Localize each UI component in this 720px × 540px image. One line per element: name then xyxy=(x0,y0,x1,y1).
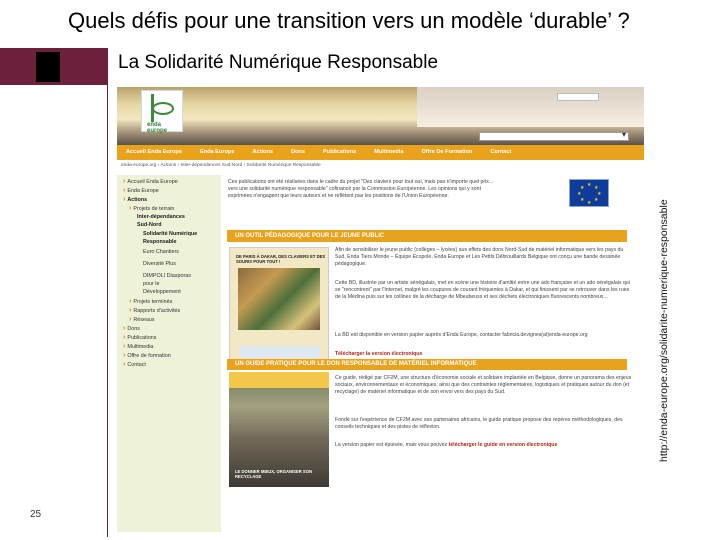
nav-item-enda-europe[interactable]: Enda Europe xyxy=(199,149,235,155)
intro-text: Ces publications ont été réalisées dans le cadre du projet "Des claviers pour tout oui, mais pas n'importe quel prix… vers une solidarité numérique responsable" cofinancé par la Commission Européenne. Les opinions qui y sont exprimées n'engagent que leurs auteurs et ne reflètent pas les positions de l'Union Européenne. xyxy=(228,179,495,200)
banner-sky xyxy=(417,87,644,127)
section2-paragraph-1: Ce guide, rédigé par CF2M, une structure d'économie sociale et solidaire implantée en Belgique, donne un panorama des enjeux sociaux, environnementaux et économiques, ainsi que des contraintes réglementaires, logistiques et pratiques autour du don (et recyclage) de matériel informatique et de son envoi vers des pays du Sud. xyxy=(335,375,632,396)
site-sidebar xyxy=(117,175,221,532)
site-select[interactable] xyxy=(479,132,629,141)
sidebar-item[interactable]: › Offre de formation xyxy=(123,352,171,359)
slide-title: Quels défis pour une transition vers un modèle ‘durable’ ? xyxy=(68,8,630,33)
sidebar-item[interactable]: › Enda Europe xyxy=(123,187,159,194)
download-comic-link[interactable]: Télécharger la version électronique xyxy=(335,351,423,357)
nav-item-accueil[interactable]: Accueil Enda Europe xyxy=(126,149,182,155)
section1-paragraph-1: Afin de sensibiliser le jeune public (collèges – lycées) aux effets des dons Nord-Sud de matériel informatique vers les pays du Sud, Enda Tiers Monde – Équipe Ecopole, Enda Europe et Les Petits Débrouillards Belgique ont conçu une bande dessinée pédagogique. xyxy=(335,247,624,268)
sidebar-item[interactable]: Diversité Plus xyxy=(143,261,176,267)
sidebar-item[interactable]: › Multimedia xyxy=(123,343,153,350)
section2-header: UN GUIDE PRATIQUE POUR LE DON RESPONSABLE DE MATÉRIEL INFORMATIQUE xyxy=(235,361,477,367)
sidebar-item[interactable]: Sud-Nord xyxy=(137,222,162,228)
section1-header: UN OUTIL PÉDAGOGIQUE POUR LE JEUNE PUBLIC xyxy=(235,233,385,239)
sidebar-item[interactable]: › Rapports d'activités xyxy=(129,307,180,314)
section1-paragraph-3: La BD est disponible en version papier auprès d'Enda Europe, contacter fabricia.devignes(at)enda-europe.org xyxy=(335,332,588,338)
guide-cover-band xyxy=(229,372,329,388)
sidebar-item[interactable]: DIMPOLI Diasporas xyxy=(143,273,191,279)
sidebar-item[interactable]: Solidarité Numérique xyxy=(143,231,198,237)
sidebar-item[interactable]: › Publications xyxy=(123,334,156,341)
section2-header-bar xyxy=(227,359,627,370)
download-guide-link[interactable]: télécharger le guide en version électronique xyxy=(448,442,558,448)
guide-cover-image[interactable] xyxy=(229,372,329,487)
header-accent-square xyxy=(36,52,60,82)
slide-divider xyxy=(107,85,108,537)
nav-item-actions[interactable]: Actions xyxy=(252,149,273,155)
breadcrumb[interactable]: enda-europe.org › Actions › Inter-dépendances Sud-Nord › Solidarité Numérique Responsable xyxy=(121,163,321,168)
comic-cover-art xyxy=(238,268,320,330)
sidebar-item[interactable]: › Projets de terrain xyxy=(129,205,174,212)
sidebar-item[interactable]: pour le xyxy=(143,281,160,287)
site-banner xyxy=(117,87,644,145)
nav-item-formation[interactable]: Offre De Formation xyxy=(421,149,473,155)
logo-text: enda europe xyxy=(147,122,168,134)
sidebar-item[interactable]: › Projets terminés xyxy=(129,298,172,305)
slide-subtitle: La Solidarité Numérique Responsable xyxy=(118,52,439,73)
section1-header-bar xyxy=(227,230,627,242)
section1-paragraph-2: Cette BD, illustrée par un artiste sénégalais, met en scène une histoire d'amitié entre une ado française et un ado sénégalais qui se "rencontrent" par l'Internet, malgré les coupures de courant fréquentes à Dakar, et qui finissent par se retrouver dans les rues de la Médina puis sur les collines de la décharge de Mbeubeuss et ses déchets électroniques fluorescents nombreux... xyxy=(335,280,630,301)
sidebar-item[interactable]: › Accueil Enda Europe xyxy=(123,178,178,185)
nav-item-dons[interactable]: Dons xyxy=(290,149,305,155)
section2-paragraph-2: Fondé sur l'expérience de CF2M avec ses partenaires africains, le guide pratique propose des repères méthodologiques, des conseils techniques et des pistes de réflexion. xyxy=(335,417,623,431)
sidebar-item[interactable]: › Réseaux xyxy=(129,316,155,323)
main-nav xyxy=(117,145,644,160)
nav-item-multimedia[interactable]: Multimedia xyxy=(374,149,404,155)
page-number: 25 xyxy=(30,509,42,520)
eu-flag-icon: ★ ★ ★ ★ ★ ★ ★ ★ xyxy=(569,179,609,207)
nav-item-contact[interactable]: Contact xyxy=(490,149,512,155)
sidebar-item[interactable]: › Dons xyxy=(123,325,140,332)
logo-emblem-icon xyxy=(151,94,173,122)
source-url[interactable]: http://enda-europe.org/solidarite-numerique-responsable xyxy=(658,199,670,462)
guide-cover-caption: LE DONNER MIEUX, ORGANISER SON RECYCLAGE xyxy=(235,468,313,479)
section2-paragraph-3: La version papier est épuisée, mais vous pouvez xyxy=(335,442,448,448)
sidebar-item[interactable]: Euro Chantiers xyxy=(143,249,179,255)
sidebar-item[interactable]: › Contact xyxy=(123,361,146,368)
search-input[interactable] xyxy=(557,93,599,101)
sidebar-item[interactable]: Responsable xyxy=(143,239,177,245)
comic-cover-caption: DE PARIS À DAKAR, DES CLAVIERS ET DES SOURIS POUR TOUT ! xyxy=(236,254,326,265)
site-logo[interactable] xyxy=(141,90,183,132)
partner-logos xyxy=(240,346,320,358)
website-screenshot xyxy=(117,87,644,532)
sidebar-item[interactable]: › Actions xyxy=(123,196,147,203)
sidebar-item[interactable]: Développement xyxy=(143,289,181,295)
nav-item-publications[interactable]: Publications xyxy=(322,149,357,155)
sidebar-item[interactable]: Inter-dépendances xyxy=(137,214,185,220)
comic-cover-image[interactable] xyxy=(229,247,329,367)
